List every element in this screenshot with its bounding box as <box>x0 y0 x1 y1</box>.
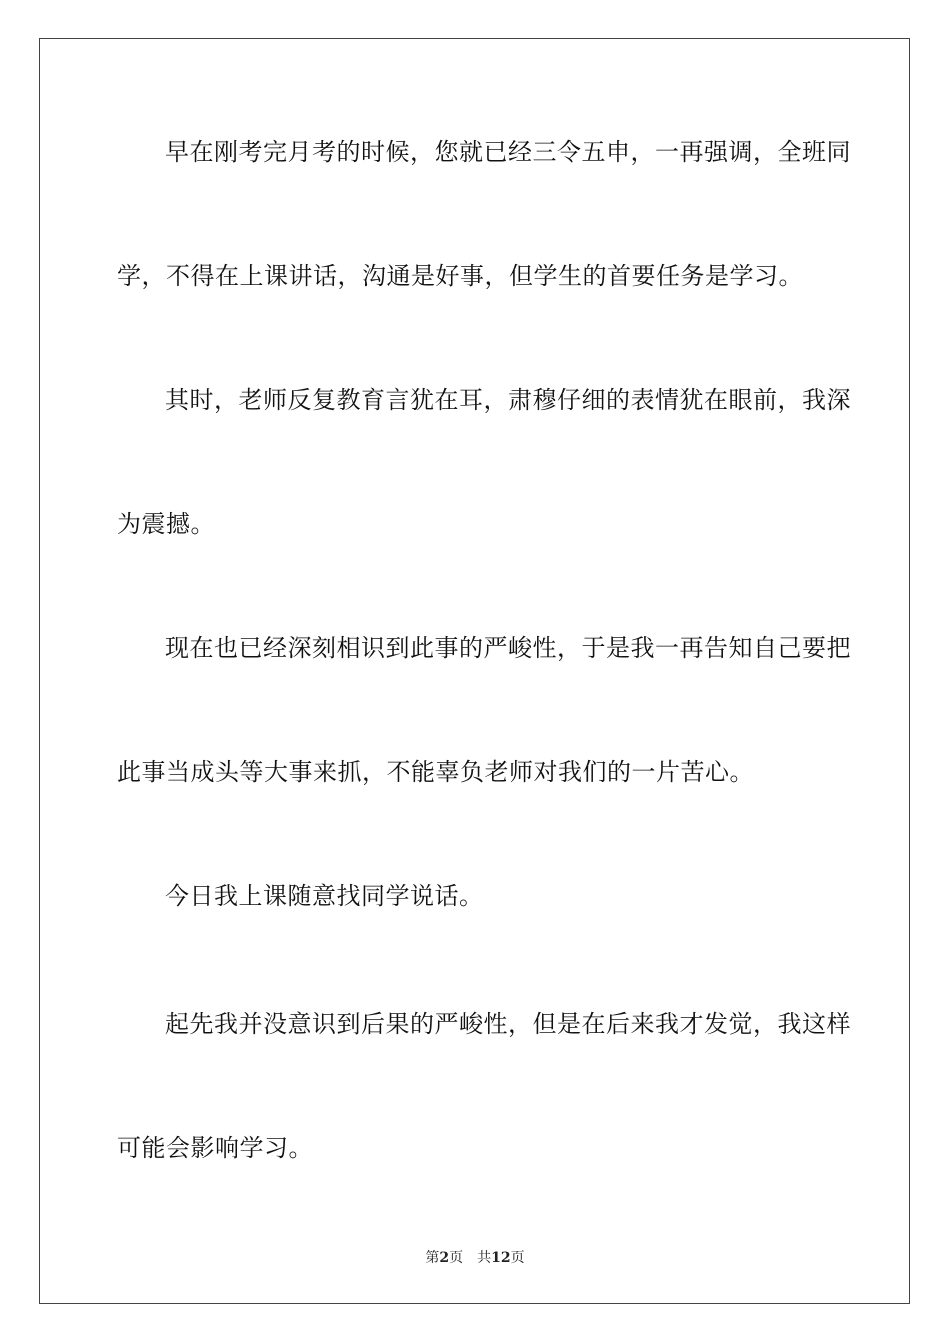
footer-page-suffix: 页 <box>449 1250 464 1266</box>
paragraph-2-line-2: 为震撼。 <box>117 510 215 538</box>
paragraph-1-line-2: 学，不得在上课讲话，沟通是好事，但学生的首要任务是学习。 <box>117 262 803 290</box>
page-footer <box>0 1249 950 1267</box>
footer-page-prefix: 第 <box>425 1250 440 1266</box>
paragraph-1-line-1: 早在刚考完月考的时候，您就已经三令五申，一再强调，全班同 <box>165 138 851 166</box>
paragraph-5-line-2: 可能会影响学习。 <box>117 1134 313 1162</box>
footer-total-number: 12 <box>491 1250 511 1266</box>
paragraph-3-line-2: 此事当成头等大事来抓，不能辜负老师对我们的一片苦心。 <box>117 758 754 786</box>
paragraph-4-line-1: 今日我上课随意找同学说话。 <box>165 882 484 910</box>
paragraph-3-line-1: 现在也已经深刻相识到此事的严峻性，于是我一再告知自己要把 <box>165 634 851 662</box>
page-border <box>39 38 910 1304</box>
footer-page-number: 2 <box>439 1250 450 1266</box>
footer-total-suffix: 页 <box>510 1250 525 1266</box>
paragraph-2-line-1: 其时，老师反复教育言犹在耳，肃穆仔细的表情犹在眼前，我深 <box>165 386 851 414</box>
footer-total-prefix: 共 <box>477 1250 492 1266</box>
paragraph-5-line-1: 起先我并没意识到后果的严峻性，但是在后来我才发觉，我这样 <box>165 1010 851 1038</box>
